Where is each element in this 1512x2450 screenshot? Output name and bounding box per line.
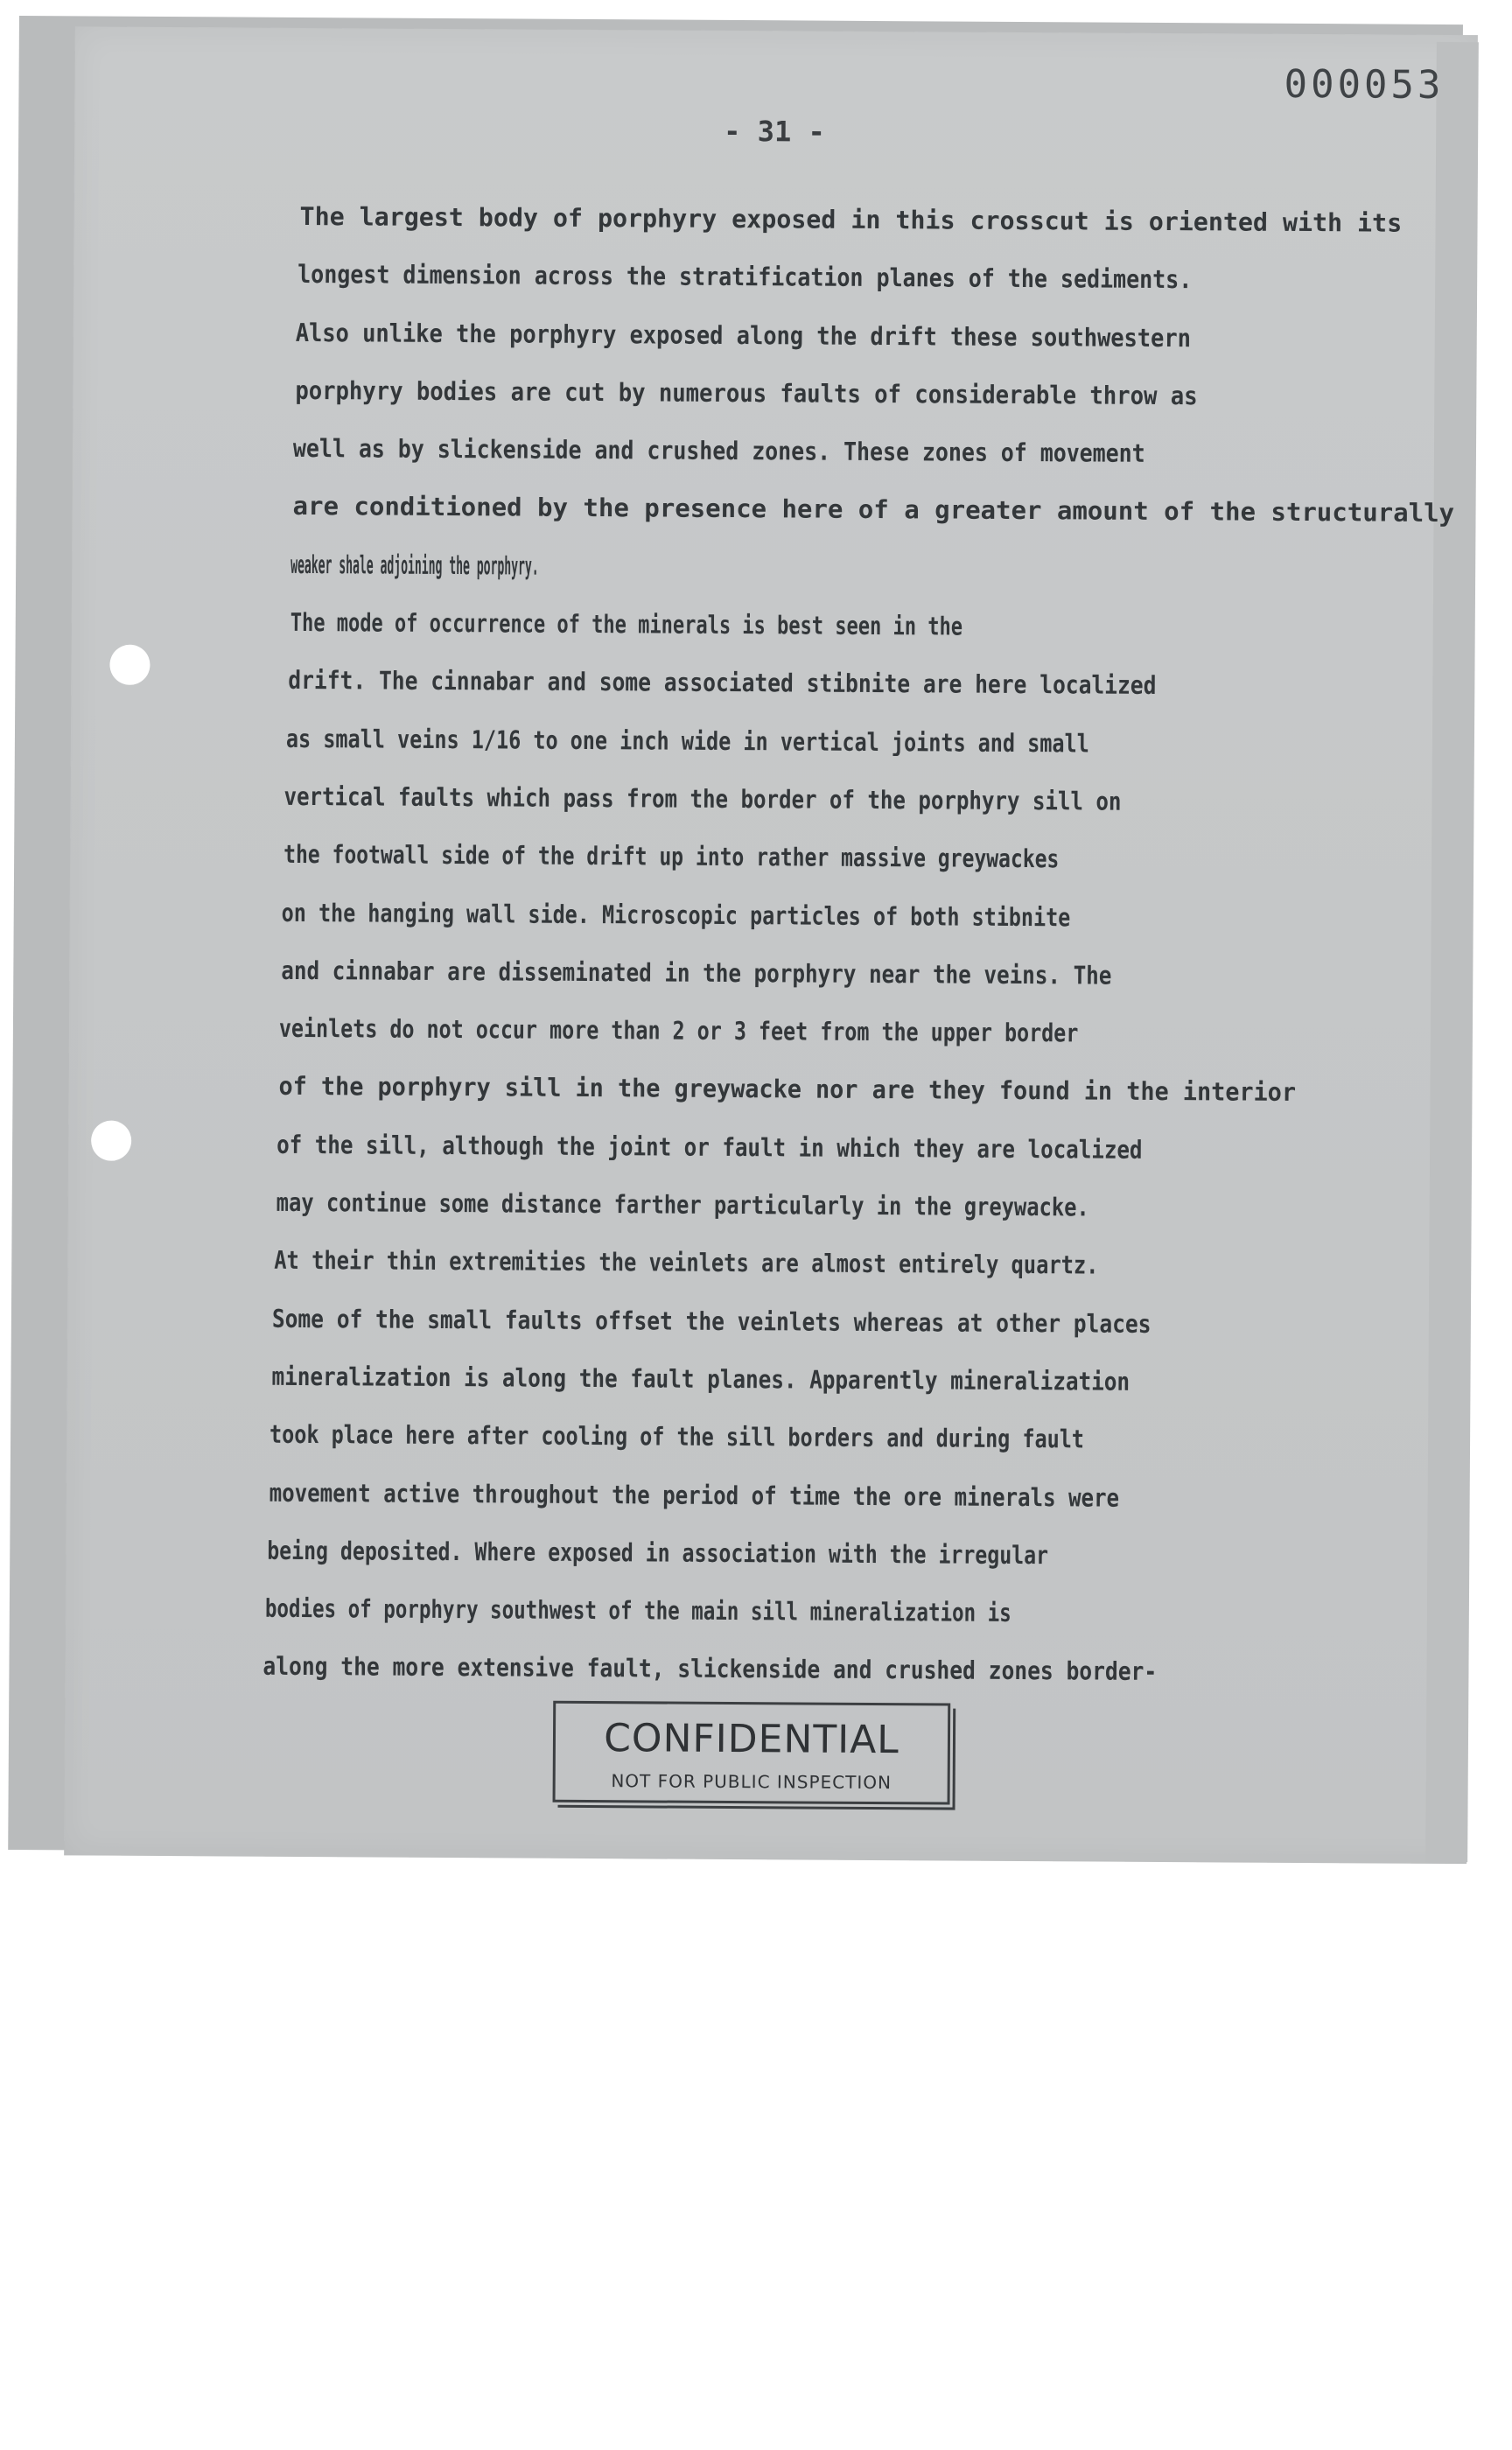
text-line: on the hanging wall side. Microscopic particles of both stibnite: [281, 898, 1071, 932]
text-line: The largest body of porphyry exposed in this crosscut is oriented with its: [299, 201, 1403, 238]
punch-hole-top: [109, 645, 150, 685]
text-line: took place here after cooling of the sill borders and during fault: [269, 1420, 1085, 1454]
text-line: porphyry bodies are cut by numerous faults of considerable throw as: [295, 375, 1198, 411]
text-line: drift. The cinnabar and some associated stibnite are here localized: [288, 666, 1157, 701]
text-line: longest dimension across the stratification planes of the sediments.: [298, 260, 1193, 295]
text-line: being deposited. Where exposed in association with the irregular: [267, 1536, 1049, 1571]
text-line: bodies of porphyry southwest of the main sill mineralization is: [264, 1593, 1012, 1628]
text-line: may continue some distance farther particularly in the greywacke.: [276, 1187, 1089, 1222]
text-line: Also unlike the porphyry exposed along the drift these southwestern: [295, 318, 1192, 353]
punch-hole-bottom: [91, 1121, 131, 1161]
scanned-page: [8, 16, 1463, 1858]
text-line: of the sill, although the joint or fault in which they are localized: [276, 1130, 1143, 1165]
text-line: movement active throughout the period of time the ore minerals were: [269, 1478, 1120, 1513]
page-number: - 31 -: [724, 114, 825, 149]
stamp-subtitle: NOT FOR PUBLIC INSPECTION: [611, 1770, 892, 1794]
body-text: [262, 188, 1455, 1704]
text-line: vertical faults which pass from the border of the porphyry sill on: [284, 781, 1122, 816]
confidential-stamp: [553, 1701, 951, 1805]
text-line: the footwall side of the drift up into rather massive greywackes: [284, 840, 1060, 874]
text-line: The mode of occurrence of the minerals is best seen in the: [290, 607, 963, 641]
text-line: Some of the small faults offset the veinlets whereas at other places: [271, 1304, 1152, 1339]
text-line: weaker shale adjoining the porphyry.: [290, 550, 539, 581]
text-line: of the porphyry sill in the greywacke nor are they found in the interior: [278, 1072, 1297, 1108]
document-number: 000053: [1284, 61, 1445, 108]
text-line: along the more extensive fault, slickenside and crushed zones border-: [262, 1652, 1158, 1687]
text-line: well as by slickenside and crushed zones. These zones of movement: [292, 434, 1145, 469]
text-line: At their thin extremities the veinlets are almost entirely quartz.: [274, 1246, 1099, 1280]
text-line: mineralization is along the fault planes. Apparently mineralization: [271, 1362, 1130, 1396]
text-line: as small veins 1/16 to one inch wide in vertical joints and small: [285, 724, 1089, 759]
text-line: are conditioned by the presence here of a greater amount of the structurally: [292, 492, 1455, 528]
text-line: and cinnabar are disseminated in the porphyry near the veins. The: [281, 956, 1112, 990]
text-line: veinlets do not occur more than 2 or 3 feet from the upper border: [278, 1013, 1079, 1048]
stamp-title: CONFIDENTIAL: [604, 1716, 900, 1763]
